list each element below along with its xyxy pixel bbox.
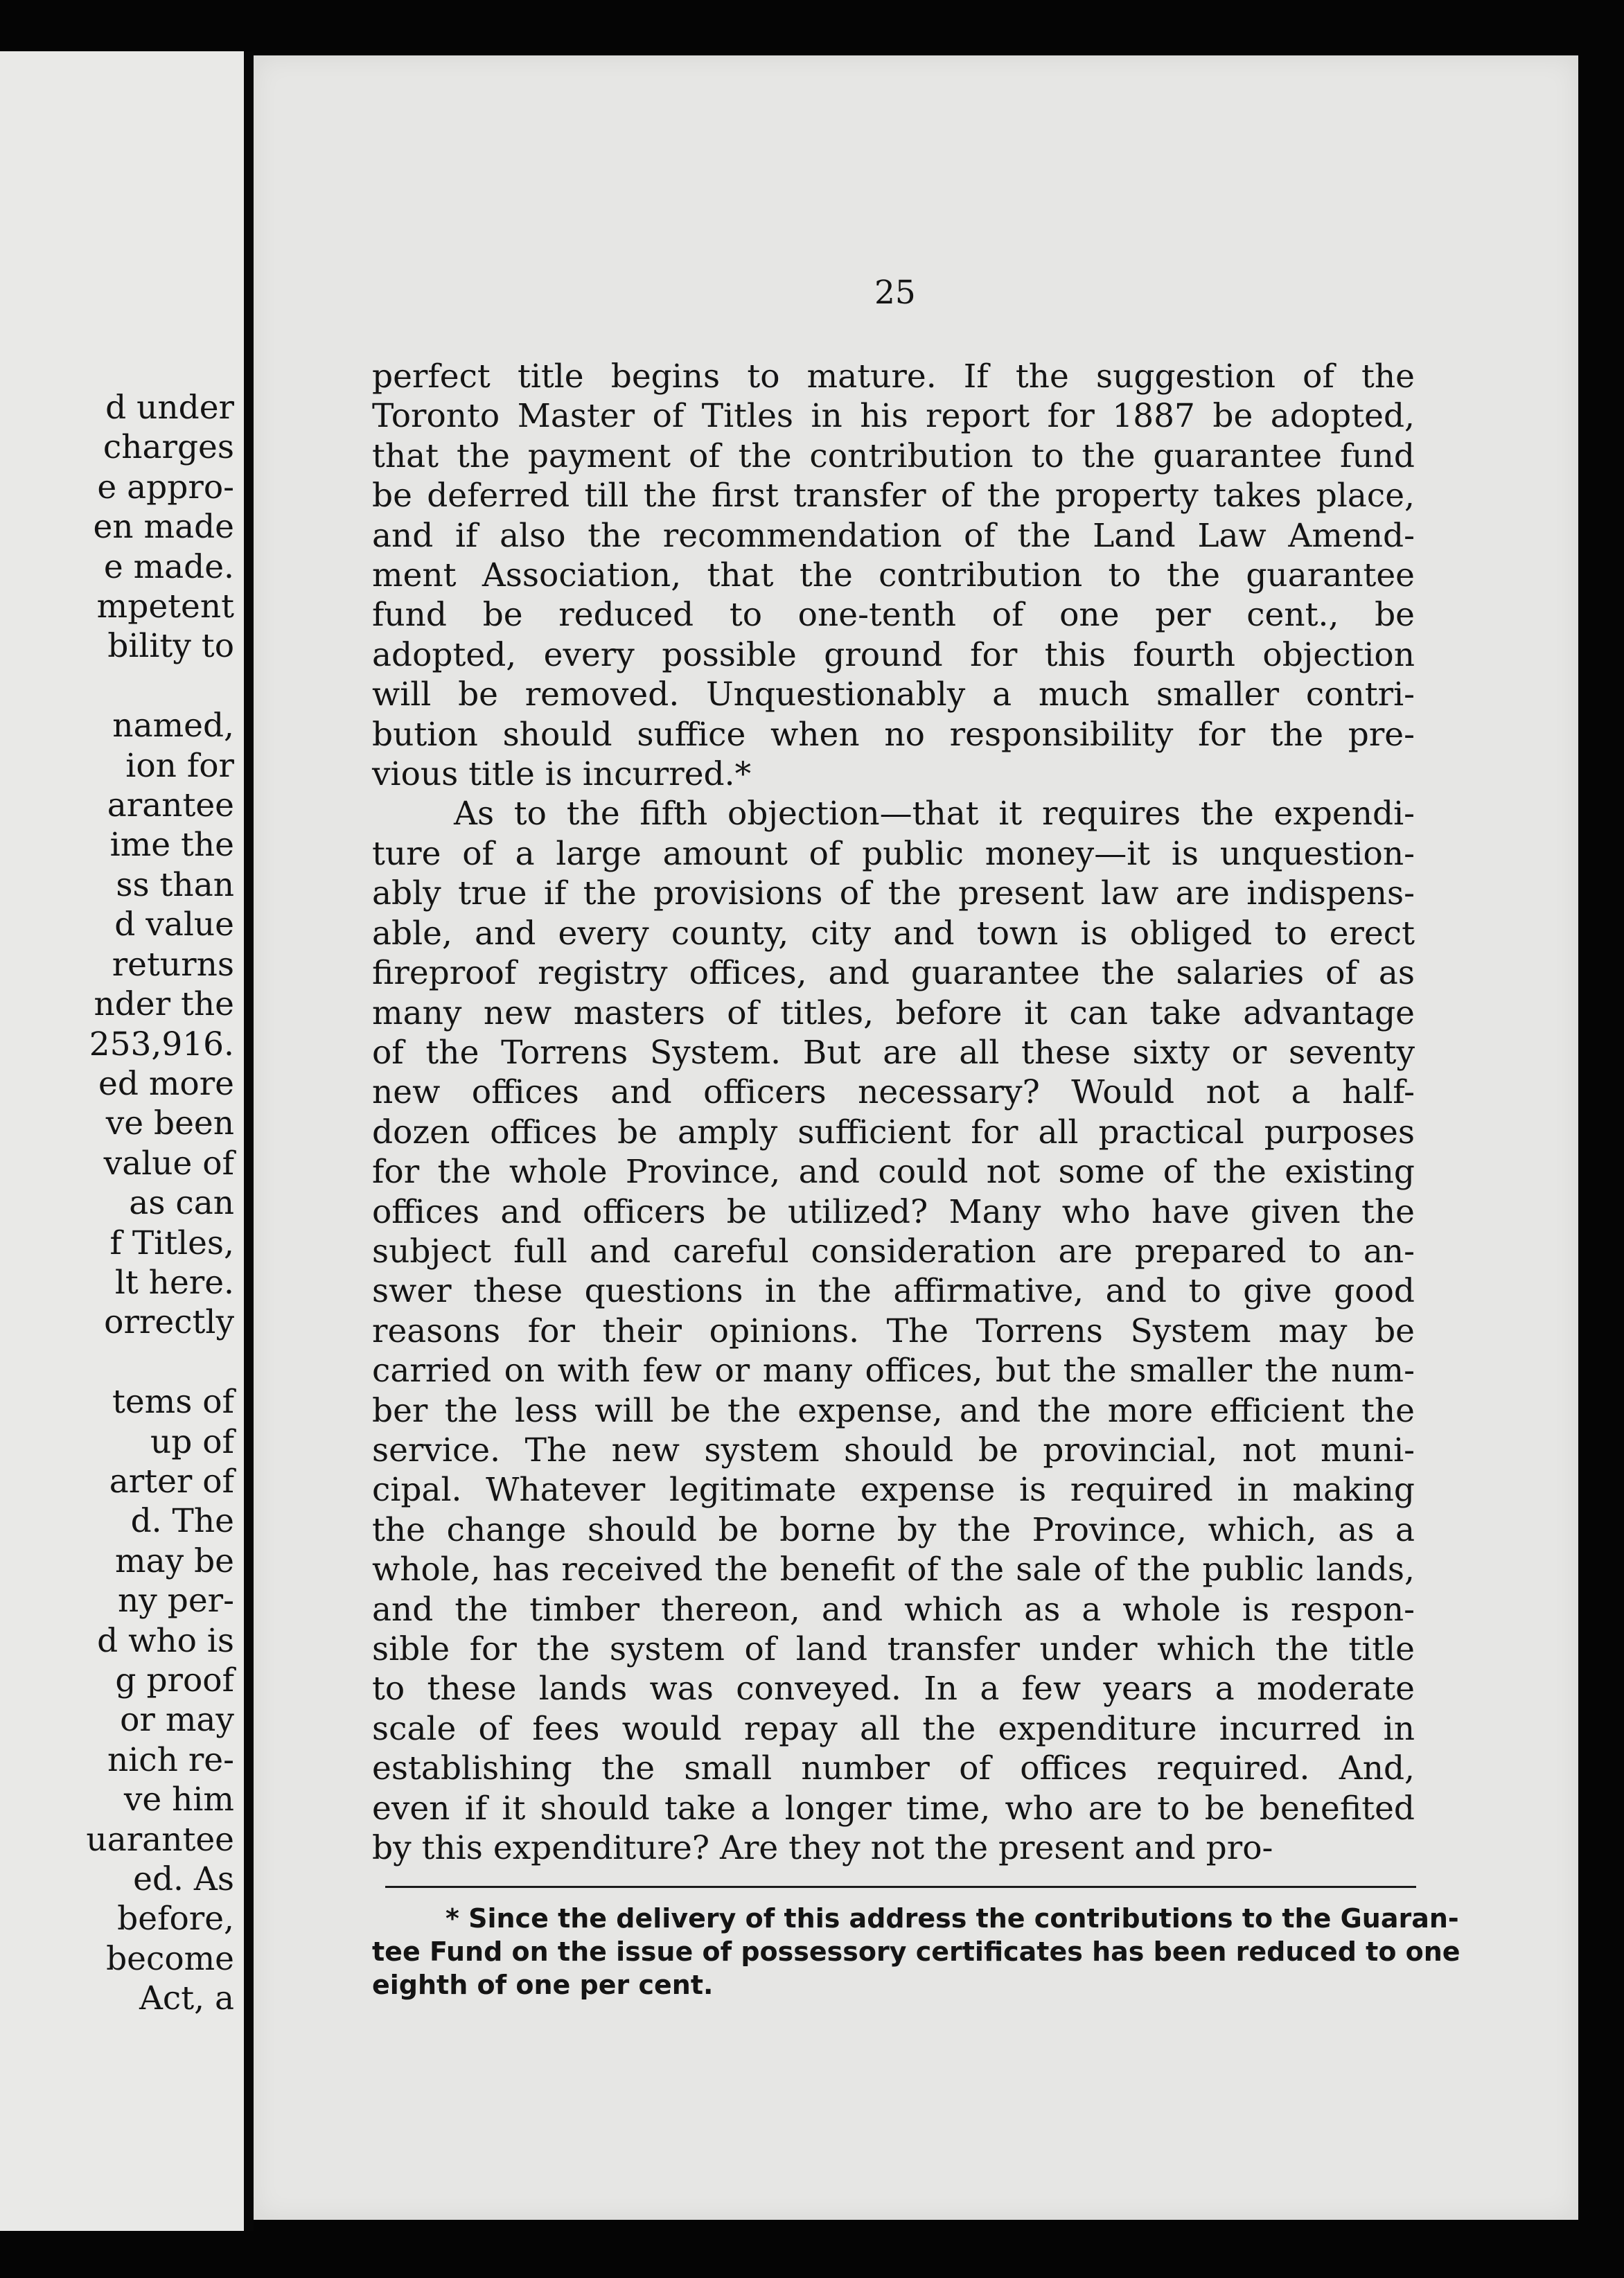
text-line: swer these questions in the affirmative, and to give good <box>372 1272 1415 1311</box>
text-line: establishing the small number of offices required. And, <box>372 1749 1415 1788</box>
text-line: be deferred till the first transfer of the property takes place, <box>372 477 1415 515</box>
page-gutter <box>244 51 254 2231</box>
text-line: ber the less will be the expense, and the more efficient the <box>372 1391 1415 1430</box>
text-line: whole, has received the benefit of the sale of the public lands, <box>372 1551 1415 1589</box>
previous-page-line: uarantee <box>86 1820 234 1859</box>
footnote-line: tee Fund on the issue of possessory certificates has been reduced to one <box>372 1936 1460 1967</box>
previous-page-line: named, <box>112 707 234 745</box>
previous-page-line: d value <box>114 906 234 944</box>
previous-page-line: as can <box>129 1184 234 1223</box>
text-line: offices and officers be utilized? Many who have given the <box>372 1192 1415 1231</box>
previous-page-line: ny per- <box>117 1582 234 1621</box>
previous-page-line: arantee <box>107 786 234 825</box>
previous-page-line: orrectly <box>104 1303 234 1342</box>
text-line: dozen offices be amply sufficient for all practical purposes <box>372 1113 1415 1151</box>
paragraph <box>372 794 1415 1868</box>
previous-page-line: lt here. <box>114 1263 234 1302</box>
previous-page-line: Act, a <box>139 1979 234 2018</box>
footnote <box>372 1902 1460 2002</box>
previous-page-line: up of <box>150 1422 234 1461</box>
text-line: will be removed. Unquestionably a much smaller contri- <box>372 676 1415 714</box>
previous-page-line: d under <box>105 389 234 427</box>
previous-page-line: nder the <box>94 985 234 1024</box>
previous-page-line: arter of <box>109 1462 234 1501</box>
text-line: scale of fees would repay all the expenditure incurred in <box>372 1709 1415 1748</box>
text-line: of the Torrens System. But are all these sixty or seventy <box>372 1033 1415 1072</box>
text-line: ment Association, that the contribution to the guarantee <box>372 556 1415 595</box>
previous-page-line: ed. As <box>133 1860 234 1899</box>
previous-page-line: d who is <box>97 1621 234 1660</box>
previous-page-line: returns <box>112 945 234 984</box>
text-line: and if also the recommendation of the Land Law Amend- <box>372 516 1415 555</box>
previous-page-line: en made <box>93 508 234 547</box>
text-line: even if it should take a longer time, who are to be benefited <box>372 1789 1415 1828</box>
previous-page-line: e appro- <box>97 468 234 506</box>
previous-page-line: bility to <box>107 627 234 666</box>
previous-page-text <box>86 388 234 2019</box>
previous-page-line: mpetent <box>96 588 234 626</box>
text-line: adopted, every possible ground for this fourth objection <box>372 635 1415 674</box>
footnote-line: eighth of one per cent. <box>372 1970 714 2000</box>
previous-page-line: charges <box>103 428 234 467</box>
footnote-line: * Since the delivery of this address the contributions to the Guaran- <box>445 1903 1459 1934</box>
previous-page-line: d. The <box>130 1502 234 1541</box>
previous-page-line: e made. <box>103 547 234 586</box>
previous-page-line: tems of <box>112 1383 234 1422</box>
previous-page-line: f Titles, <box>109 1224 234 1262</box>
previous-page-line <box>86 1343 234 1382</box>
text-line: able, and every county, city and town is obliged to erect <box>372 914 1415 953</box>
previous-page-line: ime the <box>109 826 234 865</box>
previous-page-line: ed more <box>98 1064 234 1103</box>
text-line: ture of a large amount of public money—it is unquestion- <box>372 834 1415 873</box>
text-line: and the timber thereon, and which as a whole is respon- <box>372 1590 1415 1629</box>
previous-page-line <box>86 666 234 706</box>
text-line: to these lands was conveyed. In a few years a moderate <box>372 1670 1415 1708</box>
text-line: perfect title begins to mature. If the suggestion of the <box>372 357 1415 396</box>
previous-page-line: ion for <box>125 746 234 785</box>
previous-page-fragment <box>0 51 244 2231</box>
text-line: that the payment of the contribution to the guarantee fund <box>372 436 1415 475</box>
text-line: subject full and careful consideration are prepared to an- <box>372 1232 1415 1271</box>
text-line: many new masters of titles, before it can take advantage <box>372 994 1415 1032</box>
text-line: by this expenditure? Are they not the present and pro- <box>372 1829 1273 1868</box>
text-line: fund be reduced to one-tenth of one per cent., be <box>372 596 1415 635</box>
page-number: 25 <box>874 274 916 312</box>
text-line: fireproof registry offices, and guarantee the salaries of as <box>372 954 1415 993</box>
previous-page-line: ve him <box>123 1781 234 1819</box>
previous-page-line: before, <box>117 1900 234 1939</box>
footnote-rule <box>385 1886 1416 1888</box>
previous-page-line: may be <box>115 1542 234 1580</box>
text-line: the change should be borne by the Province, which, as a <box>372 1510 1415 1549</box>
previous-page-line: or may <box>120 1701 234 1740</box>
text-line: As to the fifth objection—that it requires the expendi- <box>454 795 1415 833</box>
previous-page-line: nich re- <box>107 1740 234 1779</box>
previous-page-line: ss than <box>116 865 234 904</box>
text-line: carried on with few or many offices, but the smaller the num- <box>372 1352 1415 1390</box>
text-line: new offices and officers necessary? Would not a half- <box>372 1073 1415 1112</box>
text-line: for the whole Province, and could not some of the existing <box>372 1153 1415 1192</box>
text-line: ably true if the provisions of the present law are indispens- <box>372 874 1415 913</box>
text-line: bution should suffice when no responsibility for the pre- <box>372 715 1415 754</box>
previous-page-line: g proof <box>115 1661 234 1699</box>
text-line: Toronto Master of Titles in his report for 1887 be adopted, <box>372 397 1415 436</box>
previous-page-line: value of <box>103 1144 234 1183</box>
text-line: vious title is incurred.* <box>372 755 752 794</box>
text-line: reasons for their opinions. The Torrens System may be <box>372 1312 1415 1350</box>
previous-page-line: 253,916. <box>89 1025 234 1063</box>
text-line: cipal. Whatever legitimate expense is required in making <box>372 1471 1415 1510</box>
text-line: service. The new system should be provincial, not muni- <box>372 1431 1415 1469</box>
previous-page-line: become <box>106 1939 234 1978</box>
paragraph <box>372 357 1415 794</box>
previous-page-line: ve been <box>105 1104 234 1143</box>
text-line: sible for the system of land transfer under which the title <box>372 1630 1415 1668</box>
body-text <box>372 357 1415 1868</box>
